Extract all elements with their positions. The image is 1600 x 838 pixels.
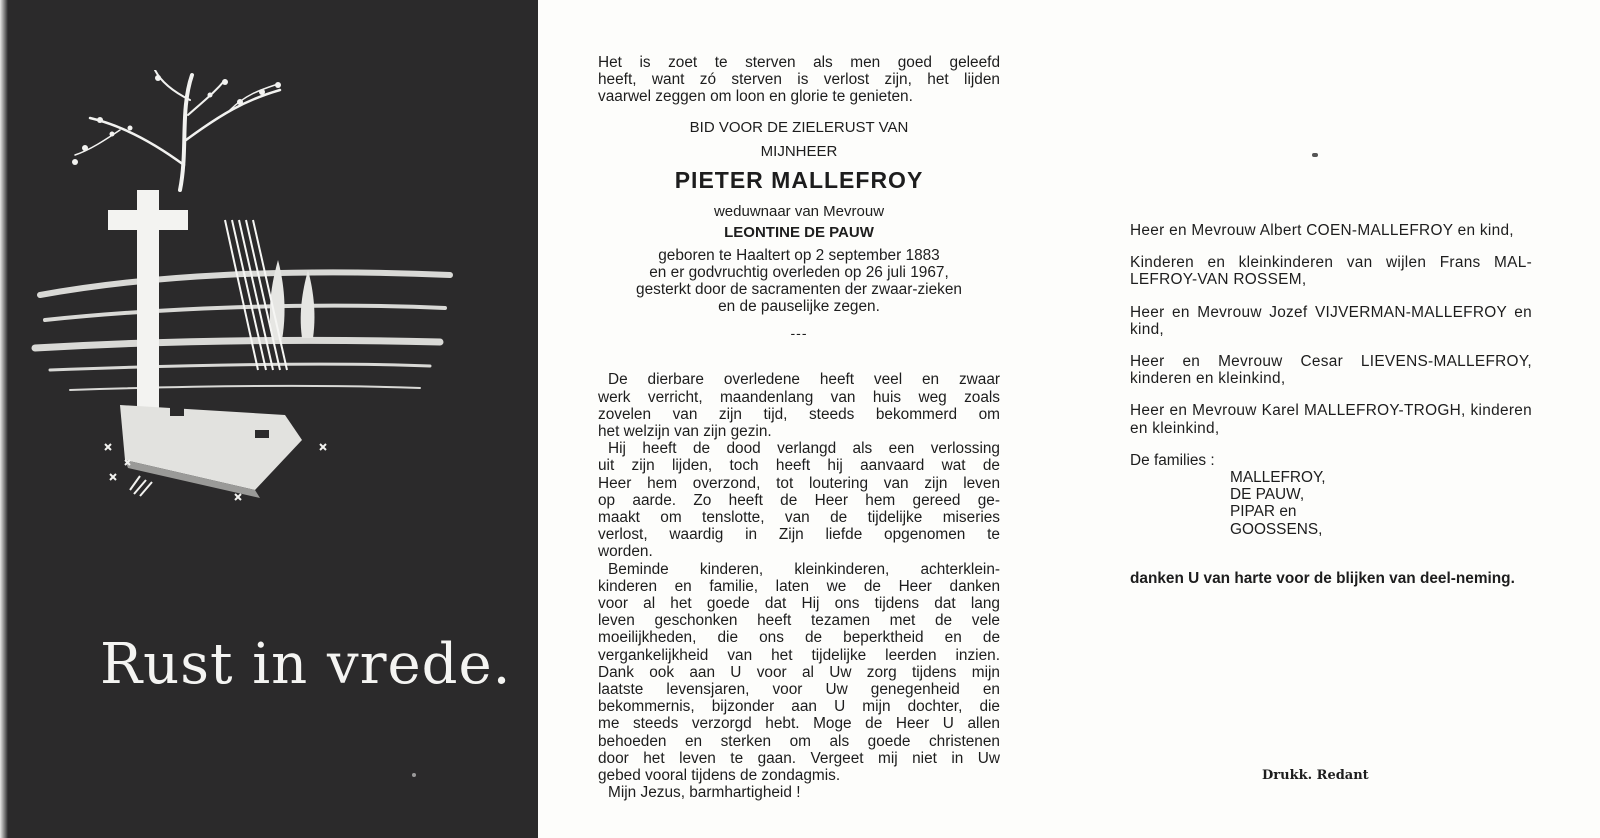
- body-line: De dierbare overledene heeft veel en zwaar: [608, 371, 1000, 389]
- body-line: Heer hem overzond, tot loutering van zijn leven: [598, 474, 1000, 492]
- body-line: me steeds verzorgd hebt. Moge de Heer U allen: [598, 715, 1000, 733]
- honorific: MIJNHEER: [760, 142, 838, 160]
- verse-line: heeft, want zó sterven is verlost zijn, het lijden: [598, 71, 1000, 89]
- family-names-list: [1230, 469, 1532, 538]
- body-line: voor al het goede dat Hij ons tijdens dat lang: [598, 595, 1000, 613]
- body-line: bekommernis, bijzonder aan U mijn dochter, die: [598, 698, 1000, 716]
- family-name: DE PAUW,: [1230, 486, 1305, 504]
- printer-credit: Drukk. Redant: [1262, 768, 1369, 783]
- obituary-text-column: [598, 54, 1000, 802]
- ink-speck: [412, 773, 416, 777]
- body-line: het welzijn van zijn gezin.: [598, 423, 772, 441]
- family-name: PIPAR en: [1230, 503, 1297, 521]
- family-name: MALLEFROY,: [1230, 469, 1326, 487]
- body-line: worden.: [598, 543, 653, 561]
- birth-death-details: [598, 247, 1000, 316]
- opening-verse: [598, 54, 1000, 106]
- body-line: moeilijkheden, die ons de beperktheid en de: [598, 629, 1000, 647]
- bio-line: en de pauselijke zegen.: [718, 298, 880, 316]
- prayer-heading: BID VOOR DE ZIELERUST VAN: [689, 118, 909, 136]
- tree-drawing: [75, 70, 280, 190]
- relative-entry: Heer en Mevrouw Cesar LIEVENS-MALLEFROY, kinderen en kleinkind,: [1130, 353, 1532, 388]
- relative-entry: Heer en Mevrouw Albert COEN-MALLEFROY en kind,: [1130, 222, 1514, 239]
- ground-strokes: [35, 272, 450, 390]
- relative-entry: Heer en Mevrouw Jozef VIJVERMAN-MALLEFROY en kind,: [1130, 303, 1532, 338]
- widower-line: weduwnaar van Mevrouw: [713, 202, 885, 220]
- body-line: op aarde. Zo heeft de Heer hem gereed ge-: [598, 491, 1000, 509]
- bio-line: gesterkt door de sacramenten der zwaar-zieken: [636, 281, 962, 299]
- family-announcement-column: [1130, 222, 1532, 587]
- body-line: zovelen van zijn tijd, steeds bekommerd om: [598, 405, 1000, 423]
- family-name: GOOSSENS,: [1230, 520, 1323, 538]
- body-line: gebed vooral tijdens de zondagmis.: [598, 767, 841, 785]
- grave-cross-illustration: [30, 70, 470, 540]
- bio-line: en er godvruchtig overleden op 26 juli 1967,: [649, 263, 949, 281]
- deceased-name: PIETER MALLEFROY: [674, 166, 924, 193]
- rest-in-peace-motto: Rust in vrede.: [100, 632, 512, 697]
- body-line: laatste levensjaren, voor Uw genegenheid en: [598, 681, 1000, 699]
- body-line: behoeden en sterken om als goede christenen: [598, 732, 1000, 750]
- body-line: Mijn Jezus, barmhartigheid !: [608, 784, 801, 802]
- body-line: leven geschonken heeft tezamen met de vele: [598, 612, 1000, 630]
- families-label: De families :: [1130, 451, 1215, 469]
- bio-line: geboren te Haaltert op 2 september 1883: [658, 246, 940, 264]
- body-line: Beminde kinderen, kleinkinderen, achterklein-: [608, 560, 1000, 578]
- spouse-name: LEONTINE DE PAUW: [724, 223, 874, 241]
- body-line: Hij heeft de dood verlangd als een verlossing: [608, 440, 1000, 458]
- relative-entry: Heer en Mevrouw Karel MALLEFROY-TROGH, kinderen en kleinkind,: [1130, 402, 1532, 437]
- grave-slab: [120, 405, 302, 498]
- ink-mark: [1312, 153, 1318, 157]
- section-divider: ---: [790, 325, 808, 342]
- thanks-line: danken U van harte voor de blijken van deel-neming.: [1130, 569, 1515, 587]
- body-line: werk verricht, maandenlang van huis weg zoals: [598, 388, 1000, 406]
- body-line: vergankelijkheid van het tijdelijke leerden inzien.: [598, 646, 1000, 664]
- verse-line: Het is zoet te sterven als men goed geleefd: [598, 54, 1000, 71]
- obituary-body: [598, 371, 1000, 801]
- body-line: maakt om tenslotte, van de tijdelijke miseries: [598, 509, 1000, 527]
- relative-entry: Kinderen en kleinkinderen van wijlen Frans MAL-LEFROY-VAN ROSSEM,: [1130, 254, 1532, 289]
- blossom-dots: [72, 75, 281, 165]
- body-line: verlost, waardig in Zijn liefde opgenomen te: [598, 526, 1000, 544]
- card-front-panel: [0, 0, 538, 838]
- body-line: uit zijn lijden, toch heeft hij aanvaard wat de: [598, 457, 1000, 475]
- body-line: Dank ook aan U voor al Uw zorg tijdens mijn: [598, 663, 1000, 681]
- body-line: kinderen en familie, laten we de Heer danken: [598, 577, 1000, 595]
- verse-line: vaarwel zeggen om loon en glorie te genieten.: [598, 88, 913, 106]
- body-line: door het leven te gaan. Vergeet mij niet in Uw: [598, 749, 1000, 767]
